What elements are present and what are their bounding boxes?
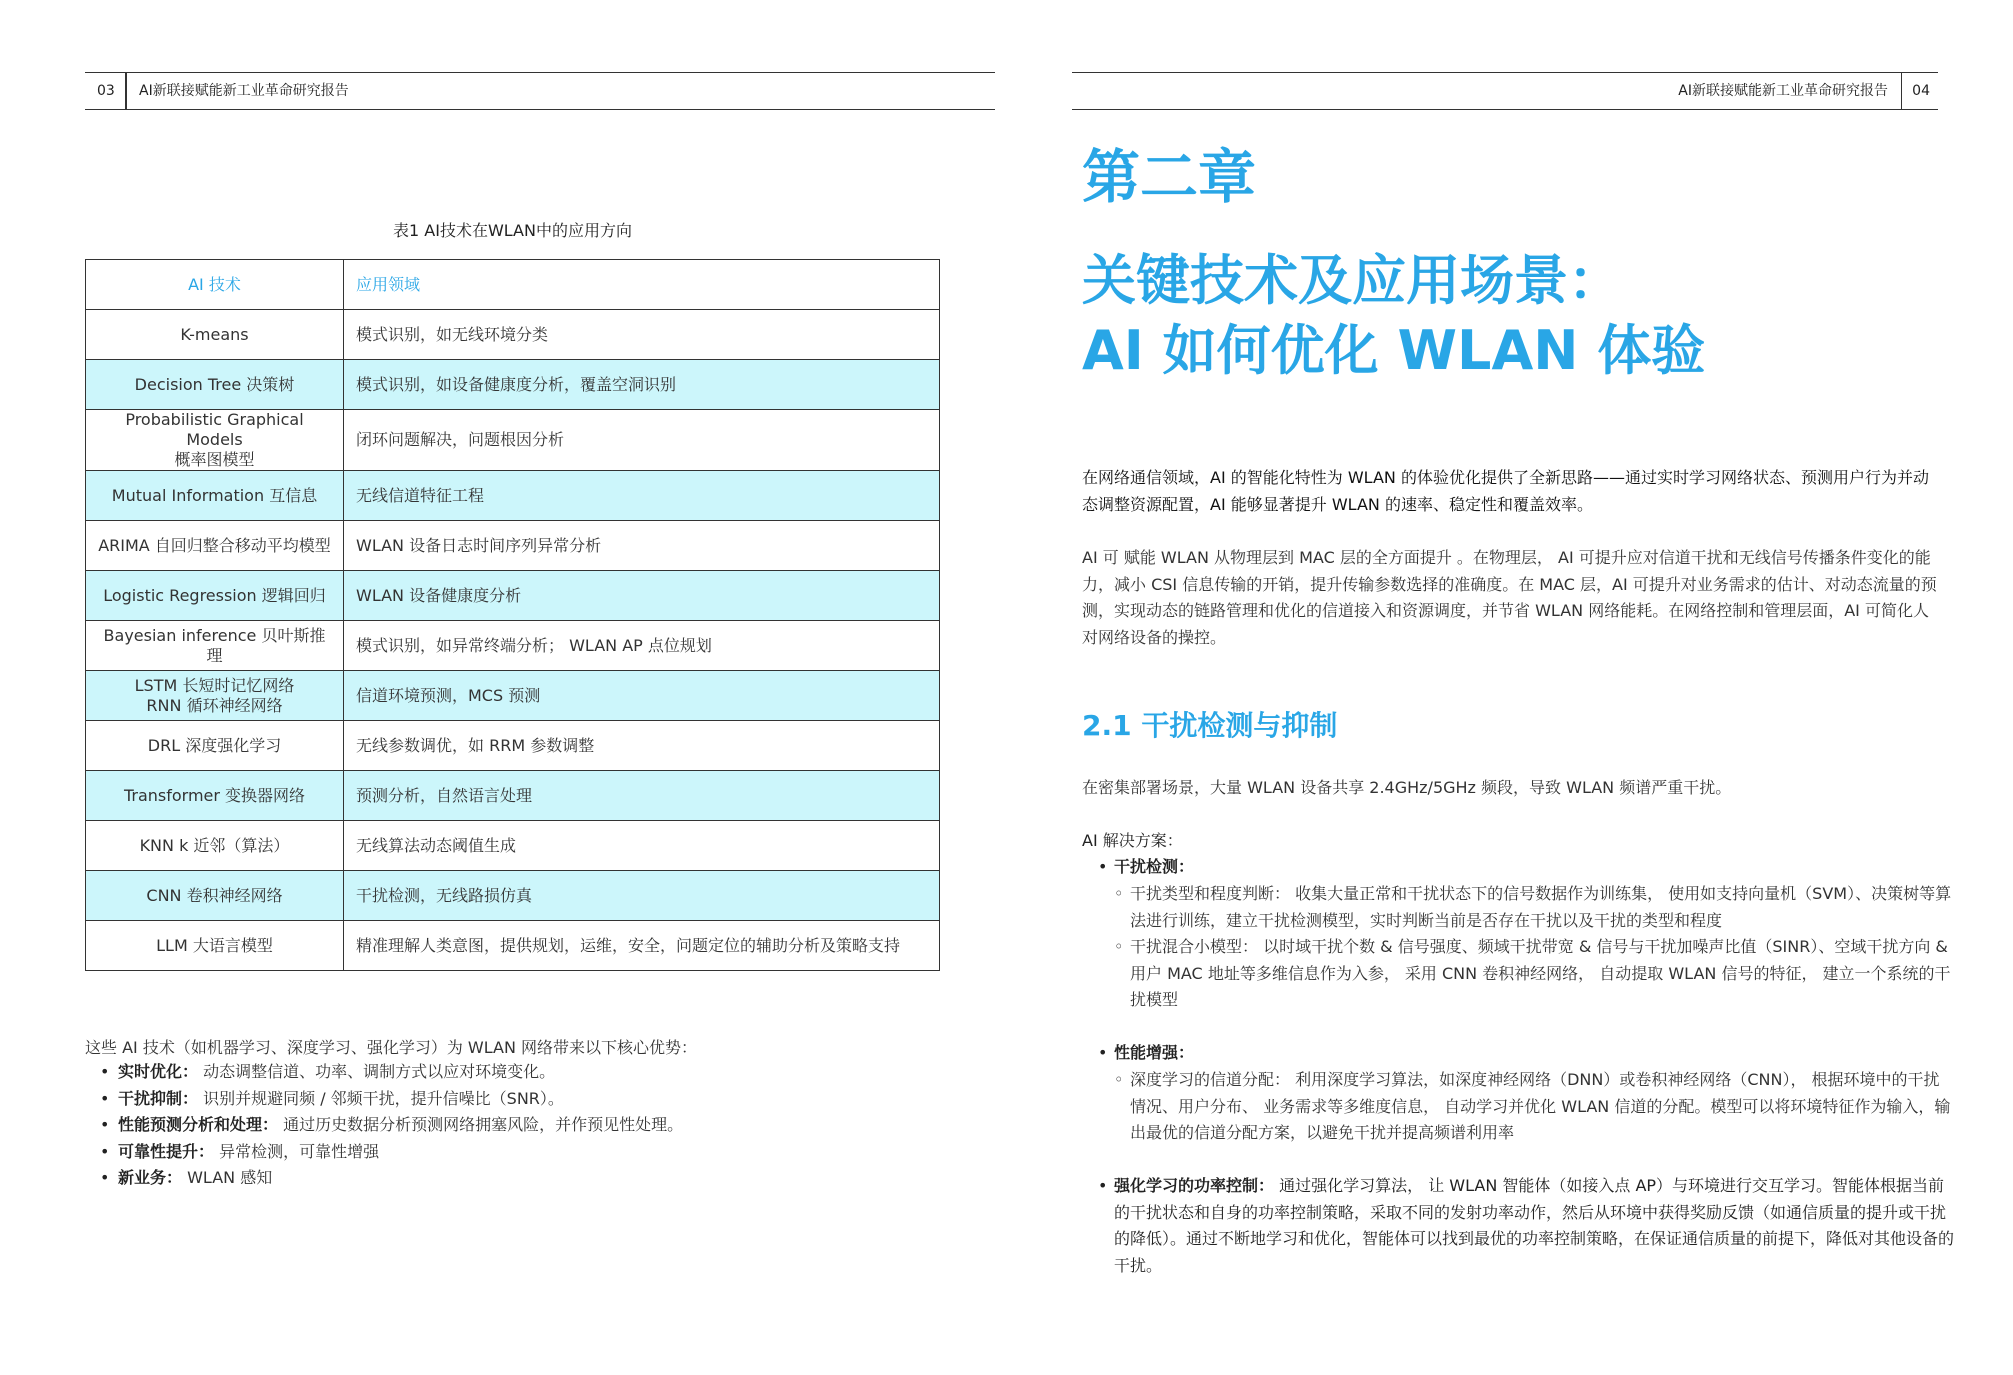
table-row [86, 821, 940, 871]
table-row [86, 571, 940, 621]
tech-cell: DRL 深度强化学习 [86, 721, 344, 771]
table-header-row [86, 260, 940, 310]
field-cell: WLAN 设备日志时间序列异常分析 [344, 521, 940, 571]
tech-cell [86, 671, 344, 721]
page-number-left: 03 [97, 83, 115, 99]
table-row [86, 521, 940, 571]
chapter-label: 第二章 [1082, 143, 1257, 211]
table-row [86, 471, 940, 521]
tech-cell: Bayesian inference 贝叶斯推理 [86, 621, 344, 671]
header-divider [1901, 73, 1903, 109]
solution-label: AI 解决方案： [1082, 831, 1183, 850]
sub-list-item: ◦ 干扰混合小模型： 以时域干扰个数 & 信号强度、频域干扰带宽 & 信号与干扰加噪声比值（SINR）、空域干扰方向 & 用户 MAC 地址等多维信息作为入参， 采用 CNN 卷积神经网络， 自动提取 WLAN 信号的特征， 建立一个系统的干扰模型 [1114, 934, 1954, 1014]
field-cell: 闭环问题解决，问题根因分析 [344, 410, 940, 471]
list-item: • 新业务： WLAN 感知 [100, 1165, 940, 1192]
field-cell: 无线参数调优，如 RRM 参数调整 [344, 721, 940, 771]
tech-cell: CNN 卷积神经网络 [86, 871, 344, 921]
list-item: • 可靠性提升： 异常检测，可靠性增强 [100, 1139, 940, 1166]
advantages-list [100, 1059, 940, 1192]
table-row [86, 310, 940, 360]
tech-cell: KNN k 近邻（算法） [86, 821, 344, 871]
table-row [86, 921, 940, 971]
field-cell: 无线算法动态阈值生成 [344, 821, 940, 871]
advantages-intro: 这些 AI 技术（如机器学习、深度学习、强化学习）为 WLAN 网络带来以下核心优势： [85, 1038, 698, 1057]
column-header-field: 应用领域 [344, 260, 940, 310]
tech-cell: K-means [86, 310, 344, 360]
sub-list-item: ◦ 干扰类型和程度判断： 收集大量正常和干扰状态下的信号数据作为训练集， 使用如支持向量机（SVM）、决策树等算法进行训练，建立干扰检测模型，实时判断当前是否存在干扰以及干扰的类型和程度 [1114, 881, 1954, 934]
chapter-title-line1: 关键技术及应用场景： [1082, 249, 1622, 312]
tech-cell [86, 410, 344, 471]
list-item: • 干扰抑制： 识别并规避同频 / 邻频干扰，提升信噪比（SNR）。 [100, 1086, 940, 1113]
table-caption: 表1 AI技术在WLAN中的应用方向 [393, 221, 632, 240]
field-cell: 干扰检测，无线路损仿真 [344, 871, 940, 921]
field-cell: 信道环境预测，MCS 预测 [344, 671, 940, 721]
table-row [86, 771, 940, 821]
list-item: • 实时优化： 动态调整信道、功率、调制方式以应对环境变化。 [100, 1059, 940, 1086]
interference-detection-item: • 干扰检测： [1098, 854, 1954, 881]
tech-cell: Decision Tree 决策树 [86, 360, 344, 410]
table-row [86, 621, 940, 671]
table-row [86, 360, 940, 410]
tech-cell: Transformer 变换器网络 [86, 771, 344, 821]
power-control-item: • 强化学习的功率控制： 通过强化学习算法， 让 WLAN 智能体（如接入点 AP）与环境进行交互学习。智能体根据当前的干扰状态和自身的功率控制策略，采取不同的发射功率动作，然后从环境中获得奖励反馈（如通信质量的提升或干扰的降低）。通过不断地学习和优化，智能体可以找到最优的功率控制策略，在保证通信质量的前提下，降低对其他设备的干扰。 [1098, 1173, 1954, 1279]
ai-applications-table [85, 259, 940, 971]
tech-cell: Mutual Information 互信息 [86, 471, 344, 521]
list-item: • 性能预测分析和处理： 通过历史数据分析预测网络拥塞风险，并作预见性处理。 [100, 1112, 940, 1139]
table-row [86, 721, 940, 771]
tech-name-lstm: LSTM 长短时记忆网络 [134, 675, 295, 695]
tech-name-en: Probabilistic Graphical Models [125, 410, 304, 449]
scenario-text: 在密集部署场景，大量 WLAN 设备共享 2.4GHz/5GHz 频段，导致 WLAN 频谱严重干扰。 [1082, 778, 1732, 797]
chapter-title-line2: AI 如何优化 WLAN 体验 [1082, 319, 1706, 382]
field-cell: WLAN 设备健康度分析 [344, 571, 940, 621]
table-row [86, 671, 940, 721]
section-title: 2.1 干扰检测与抑制 [1082, 709, 1338, 742]
header-title-left: AI新联接赋能新工业革命研究报告 [139, 83, 349, 99]
header-divider [125, 73, 127, 109]
field-cell: 模式识别，如无线环境分类 [344, 310, 940, 360]
field-cell: 精准理解人类意图，提供规划，运维，安全，问题定位的辅助分析及策略支持 [344, 921, 940, 971]
tech-cell: Logistic Regression 逻辑回归 [86, 571, 344, 621]
header-title-right: AI新联接赋能新工业革命研究报告 [1678, 83, 1888, 99]
lead-paragraph: 在网络通信领域，AI 的智能化特性为 WLAN 的体验优化提供了全新思路——通过实时学习网络状态、预测用户行为并动态调整资源配置，AI 能够显著提升 WLAN 的速率、稳定性和覆盖效率。 [1082, 468, 1929, 514]
table-row [86, 410, 940, 471]
tech-name-cn: 概率图模型 [174, 450, 255, 469]
field-cell: 无线信道特征工程 [344, 471, 940, 521]
tech-cell: LLM 大语言模型 [86, 921, 344, 971]
field-cell: 模式识别，如设备健康度分析，覆盖空洞识别 [344, 360, 940, 410]
field-cell: 模式识别，如异常终端分析； WLAN AP 点位规划 [344, 621, 940, 671]
page-header-left [85, 72, 995, 110]
field-cell: 预测分析，自然语言处理 [344, 771, 940, 821]
sub-list-item: ◦ 深度学习的信道分配： 利用深度学习算法，如深度神经网络（DNN）或卷积神经网络（CNN）， 根据环境中的干扰情况、用户分布、 业务需求等多维度信息， 自动学习并优化 WLAN 信道的分配。模型可以将环境特征作为输入，输出最优的信道分配方案，以避免干扰并提高频谱利用率 [1114, 1067, 1954, 1147]
tech-name-rnn: RNN 循环神经网络 [146, 695, 283, 715]
column-header-tech: AI 技术 [86, 260, 344, 310]
performance-item: • 性能增强： [1098, 1040, 1954, 1067]
page-number-right: 04 [1912, 83, 1930, 99]
page-header-right [1072, 72, 1938, 110]
table-row [86, 871, 940, 921]
tech-cell: ARIMA 自回归整合移动平均模型 [86, 521, 344, 571]
body-paragraph: AI 可 赋能 WLAN 从物理层到 MAC 层的全方面提升 。在物理层， AI 可提升应对信道干扰和无线信号传播条件变化的能力，减小 CSI 信息传输的开销，提升传输参数选择的准确度。在 MAC 层，AI 可提升对业务需求的估计、对动态流量的预测，实现动态的链路管理和优化的信道接入和资源调度，并节省 WLAN 网络能耗。在网络控制和管理层面，AI 可简化人对网络设备的操控。 [1082, 548, 1937, 647]
